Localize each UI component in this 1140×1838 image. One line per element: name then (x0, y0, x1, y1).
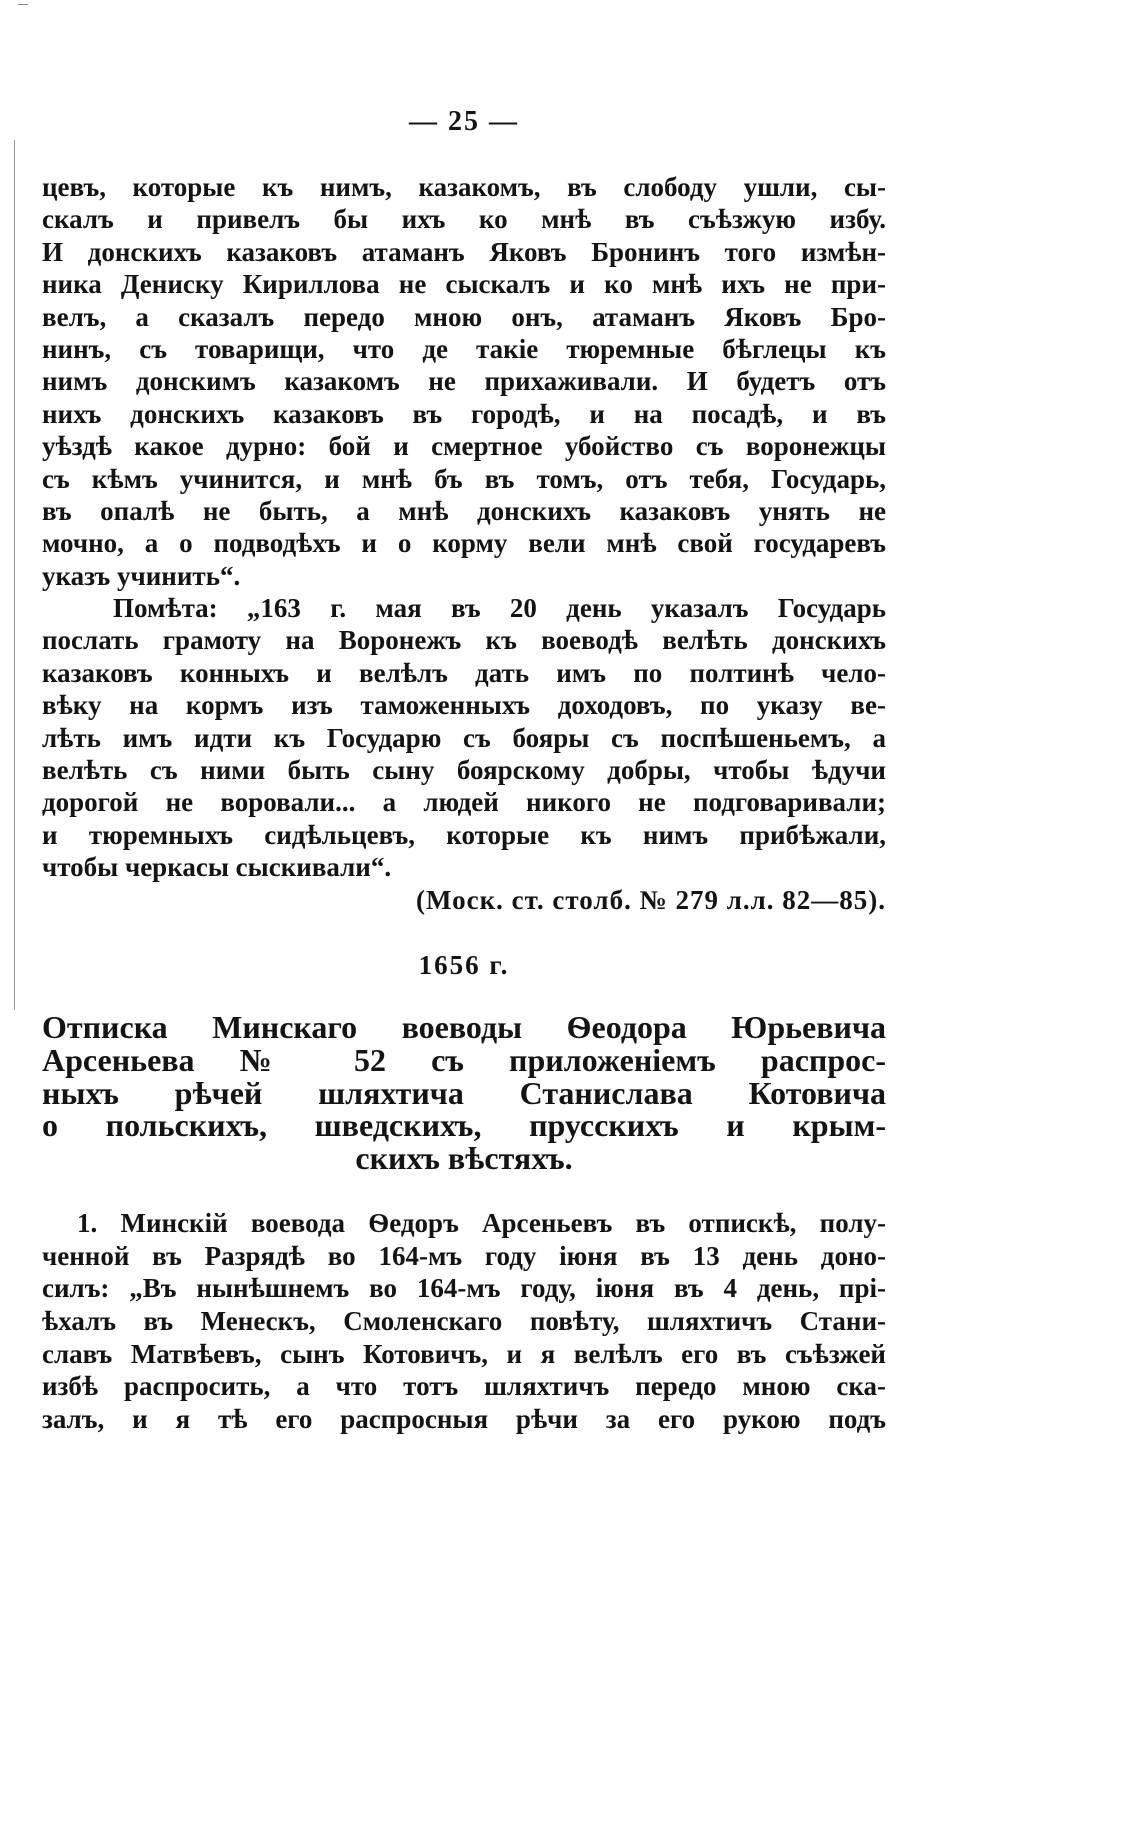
title-line: скихъ вѣстяхъ. (355, 1140, 573, 1176)
year-heading: 1656 г. (418, 950, 510, 980)
text-line: послать грамоту на Воронежъ къ воеводѣ велѣть донскихъ (42, 625, 886, 656)
text-line: мочно, а о подводѣхъ и о корму вели мнѣ свой государевъ (42, 528, 886, 559)
pometa-paragraph (42, 592, 886, 884)
continuation-paragraph (42, 171, 886, 592)
text-line: и тюремныхъ сидѣльцевъ, которые къ нимъ прибѣжали, (42, 819, 886, 850)
document-title (42, 1011, 886, 1175)
text-line: казаковъ конныхъ и велѣлъ дать имъ по полтинѣ чело- (42, 657, 886, 688)
text-line: славъ Матвѣевъ, сынъ Котовичъ, и я велѣлъ его въ съѣзжей (42, 1338, 886, 1369)
text-line: въ опалѣ не быть, а мнѣ донскихъ казаковъ унять не (42, 495, 886, 526)
title-line: Арсеньева № 52 съ приложеніемъ распрос- (42, 1041, 886, 1078)
text-line: силъ: „Въ нынѣшнемъ во 164-мъ году, іюня въ 4 день, прі- (42, 1273, 886, 1304)
text-line: указъ учинить“. (42, 560, 241, 591)
title-line: ныхъ рѣчей шляхтича Станислава Котовича (42, 1074, 886, 1111)
text-line: уѣздѣ какое дурно: бой и смертное убойство съ воронежцы (42, 431, 886, 462)
page-number: — 25 — (409, 106, 519, 137)
text-line: вѣку на кормъ изъ таможенныхъ доходовъ, по указу ве- (42, 690, 886, 721)
text-line: избѣ распросить, а что тотъ шляхтичъ передо мною ска- (42, 1371, 886, 1402)
text-line: лѣть имъ идти къ Государю съ бояры съ поспѣшеньемъ, а (42, 722, 886, 753)
text-line: Помѣта: „163 г. мая въ 20 день указалъ Государь (113, 593, 886, 623)
text-line: велѣть съ ними быть сыну боярскому добры, чтобы ѣдучи (42, 754, 886, 785)
text-line: дорогой не воровали... а людей никого не подговаривали; (42, 787, 886, 818)
source-citation: (Моск. ст. столб. № 279 л.л. 82—85). (416, 885, 886, 915)
text-line: ченной въ Разрядѣ во 164-мъ году іюня въ 13 день доно- (42, 1240, 886, 1271)
text-line: нинъ, съ товарищи, что де такіе тюремные бѣглецы къ (42, 333, 886, 364)
scan-mark (18, 4, 28, 5)
text-line: скалъ и привелъ бы ихъ ко мнѣ въ съѣзжую избу. (42, 204, 886, 235)
item-1-paragraph (42, 1207, 886, 1436)
text-line: нихъ донскихъ казаковъ въ городѣ, и на посадѣ, и въ (42, 398, 886, 429)
text-line: 1. Минскій воевода Ѳедоръ Арсеньевъ въ отпискѣ, полу- (77, 1208, 886, 1238)
text-line: залъ, и я тѣ его распросныя рѣчи за его рукою подъ (42, 1404, 886, 1435)
text-line: съ кѣмъ учинится, и мнѣ бъ въ томъ, отъ тебя, Государь, (42, 463, 886, 494)
text-line: чтобы черкасы сыскивали“. (42, 852, 392, 883)
text-line: цевъ, которые къ нимъ, казакомъ, въ слободу ушли, сы- (42, 172, 886, 202)
text-line: И донскихъ казаковъ атаманъ Яковъ Бронинъ того измѣн- (42, 236, 886, 267)
scan-edge-line (14, 140, 15, 1010)
title-line: Отписка Минскаго воеводы Ѳеодора Юрьевича (42, 1009, 886, 1045)
text-line: нимъ донскимъ казакомъ не прихаживали. И будетъ отъ (42, 366, 886, 397)
text-line: ѣхалъ въ Менескъ, Смоленскаго повѣту, шляхтичъ Стани- (42, 1306, 886, 1337)
text-line: ника Дениску Кириллова не сыскалъ и ко мнѣ ихъ не при- (42, 269, 886, 300)
text-line: велъ, а сказалъ передо мною онъ, атаманъ Яковъ Бро- (42, 301, 886, 332)
title-line: о польскихъ, шведскихъ, прусскихъ и крым- (42, 1107, 886, 1144)
